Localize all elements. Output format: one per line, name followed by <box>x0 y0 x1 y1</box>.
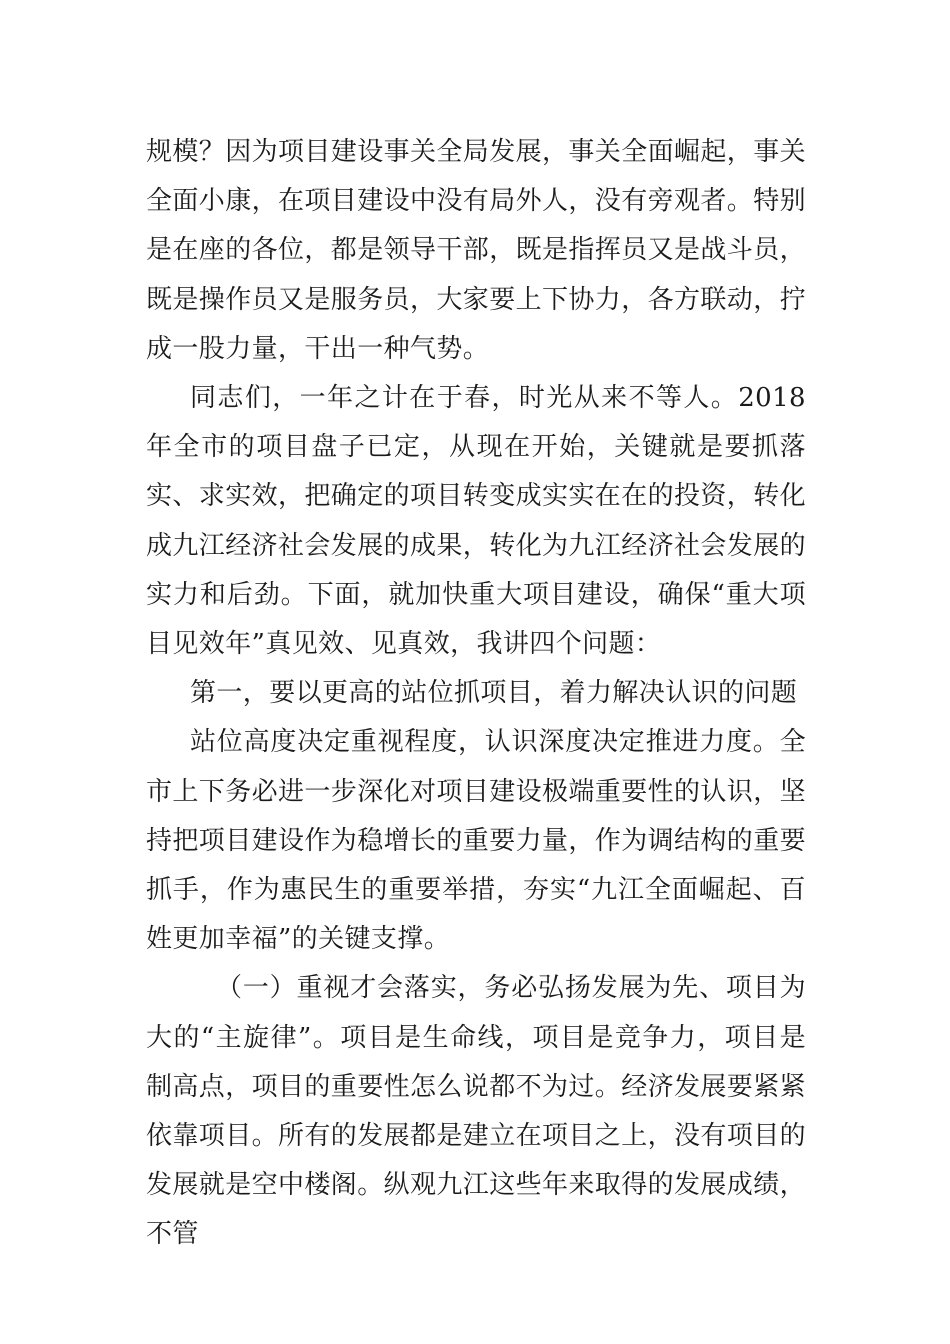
section-heading: 第一，要以更高的站位抓项目，着力解决认识的问题 <box>190 678 798 709</box>
paragraph-intro: 同志们，一年之计在于春，时光从来不等人。2018年全市的项目盘子已定，从现在开始，关键就是要抓落实、求实效，把确定的项目转变成实实在在的投资，转化成九江经济社会发展的成果，转化为九江经济社会发展的实力和后劲。下面，就加快重大项目建设，确保“重大项目见效年”真见效、见真效，我讲四个问题： <box>146 383 807 660</box>
paragraph-continuation: 规模？因为项目建设事关全局发展，事关全面崛起，事关全面小康，在项目建设中没有局外人，没有旁观者。特别是在座的各位，都是领导干部，既是指挥员又是战斗员，既是操作员又是服务员，大家要上下协力，各方联动，拧成一股力量，干出一种气势。 <box>146 137 807 364</box>
document-body <box>146 128 806 1260</box>
paragraph-subsection-one: （一）重视才会落实，务必弘扬发展为先、项目为大的“主旋律”。项目是生命线，项目是竞争力，项目是制高点，项目的重要性怎么说都不为过。经济发展要紧紧依靠项目。所有的发展都是建立在项目之上，没有项目的发展就是空中楼阁。纵观九江这些年来取得的发展成绩，不管 <box>146 973 807 1250</box>
paragraph-section-summary: 站位高度决定重视程度，认识深度决定推进力度。全市上下务必进一步深化对项目建设极端重要性的认识，坚持把项目建设作为稳增长的重要力量，作为调结构的重要抓手，作为惠民生的重要举措，夯实“九江全面崛起、百姓更加幸福”的关键支撑。 <box>146 727 807 955</box>
